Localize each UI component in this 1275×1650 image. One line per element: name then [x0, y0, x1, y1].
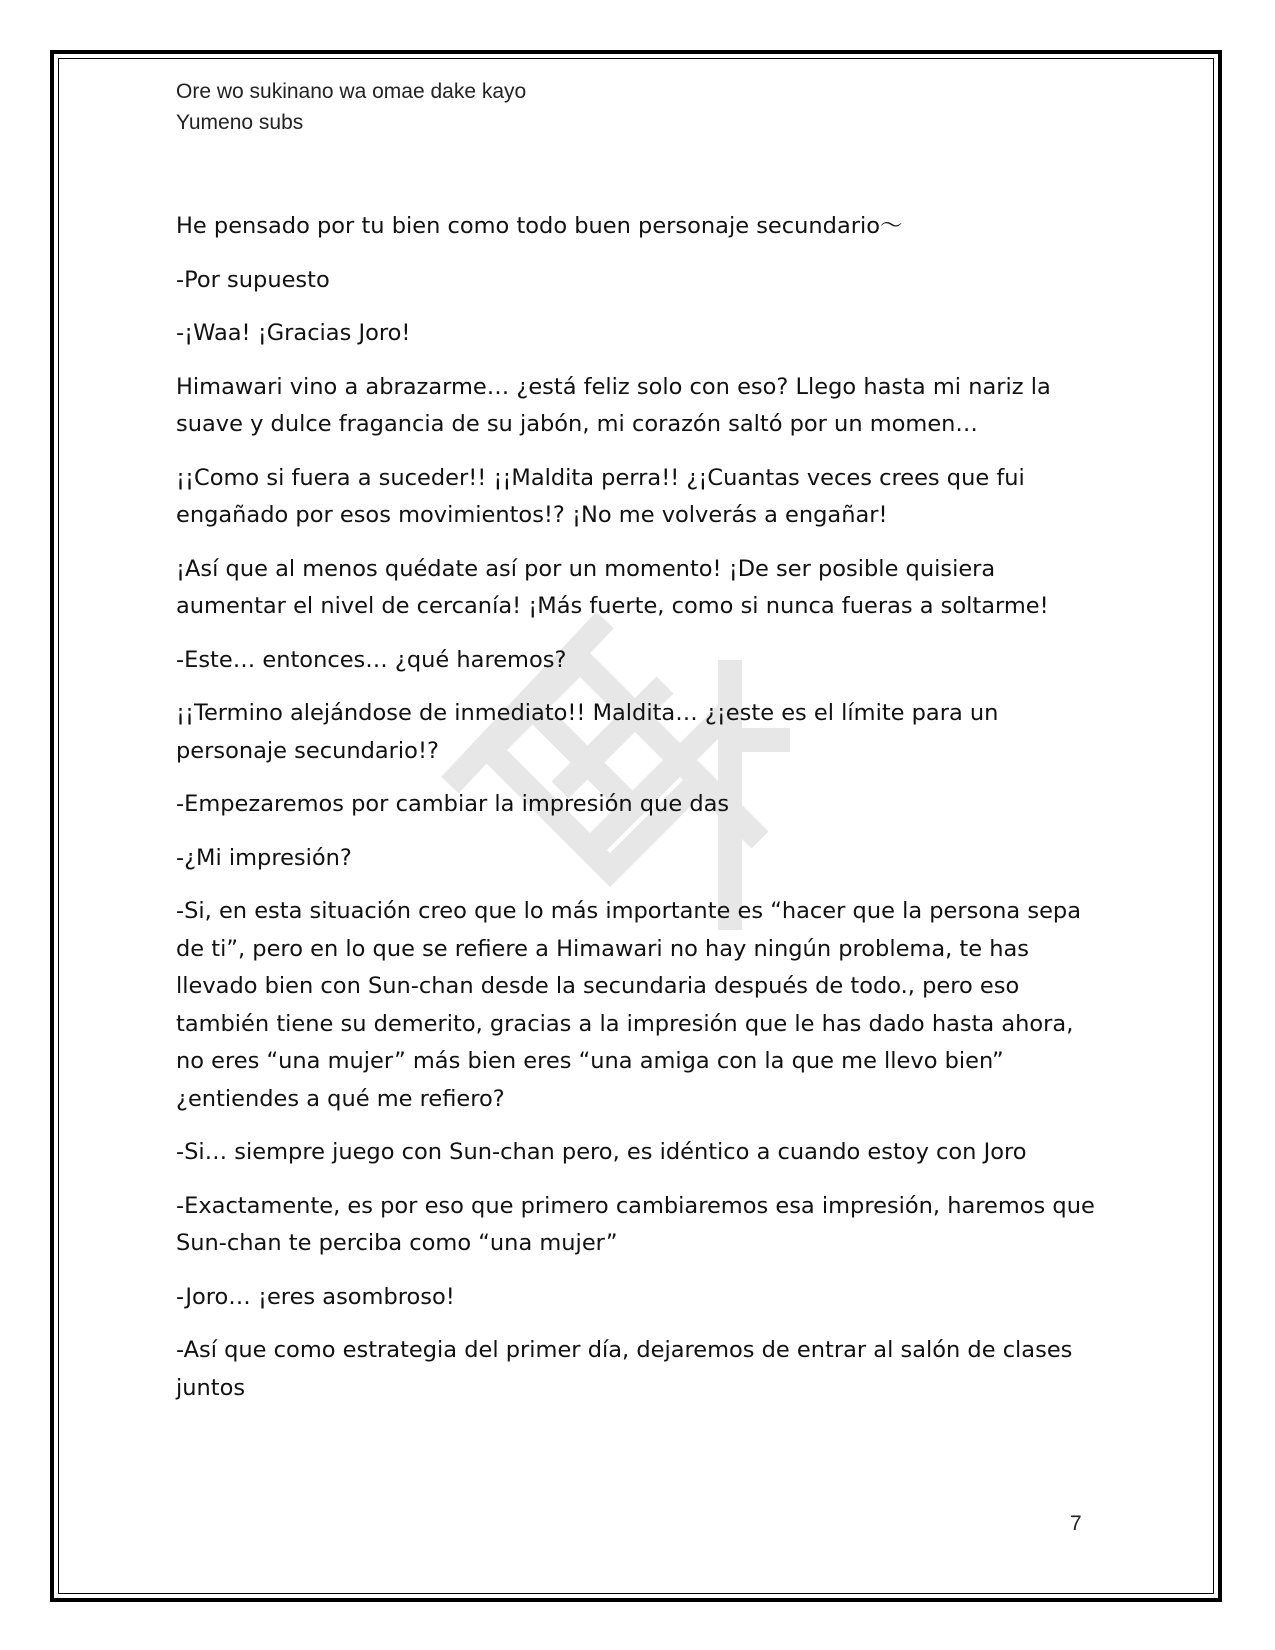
page-number: 7: [1070, 1512, 1082, 1535]
paragraph: ¡¡Como si fuera a suceder!! ¡¡Maldita perra!! ¿¡Cuantas veces crees que fui engañado por esos movimientos!? ¡No me volverás a engañar!: [176, 464, 1025, 528]
header-group: Yumeno subs: [176, 111, 304, 134]
paragraph: -¿Mi impresión?: [176, 844, 352, 871]
paragraph: -¡Waa! ¡Gracias Joro!: [176, 320, 411, 346]
paragraph: -Si, en esta situación creo que lo más importante es “hacer que la persona sepa de ti”, pero en lo que se refiere a Himawari no hay ningún problema, te has llevado bien con Sun-chan desde la secundaria después de todo., pero eso también tiene su demerito, gracias a la impresión que le has dado hasta ahora, no eres “una mujer” más bien eres “una amiga con la que me llevo bien” ¿entiendes a qué me refiero?: [176, 898, 1081, 1112]
paragraph: -Por supuesto: [176, 266, 330, 293]
page-header: [176, 76, 526, 138]
paragraph: -Así que como estrategia del primer día, dejaremos de entrar al salón de clases juntos: [176, 1337, 1073, 1401]
paragraph: -Este… entonces… ¿qué haremos?: [176, 646, 567, 673]
paragraph: ¡¡Termino alejándose de inmediato!! Maldita… ¿¡este es el límite para un personaje secundario!?: [176, 700, 999, 764]
paragraph: -Si… siempre juego con Sun-chan pero, es idéntico a cuando estoy con Joro: [176, 1139, 1027, 1165]
paragraph: -Exactamente, es por eso que primero cambiaremos esa impresión, haremos que Sun-chan te perciba como “una mujer”: [176, 1192, 1095, 1256]
paragraph: -Joro… ¡eres asombroso!: [176, 1283, 455, 1310]
paragraph: Himawari vino a abrazarme… ¿está feliz solo con eso? Llego hasta mi nariz la suave y dulce fragancia de su jabón, mi corazón saltó por un momen…: [176, 373, 1051, 437]
paragraph: -Empezaremos por cambiar la impresión que das: [176, 791, 730, 817]
document-body: [176, 208, 1106, 1423]
paragraph: He pensado por tu bien como todo buen personaje secundario～: [176, 213, 903, 239]
paragraph: ¡Así que al menos quédate así por un momento! ¡De ser posible quisiera aumentar el nivel de cercanía! ¡Más fuerte, como si nunca fueras a soltarme!: [176, 555, 1049, 619]
header-title: Ore wo sukinano wa omae dake kayo: [176, 80, 527, 103]
